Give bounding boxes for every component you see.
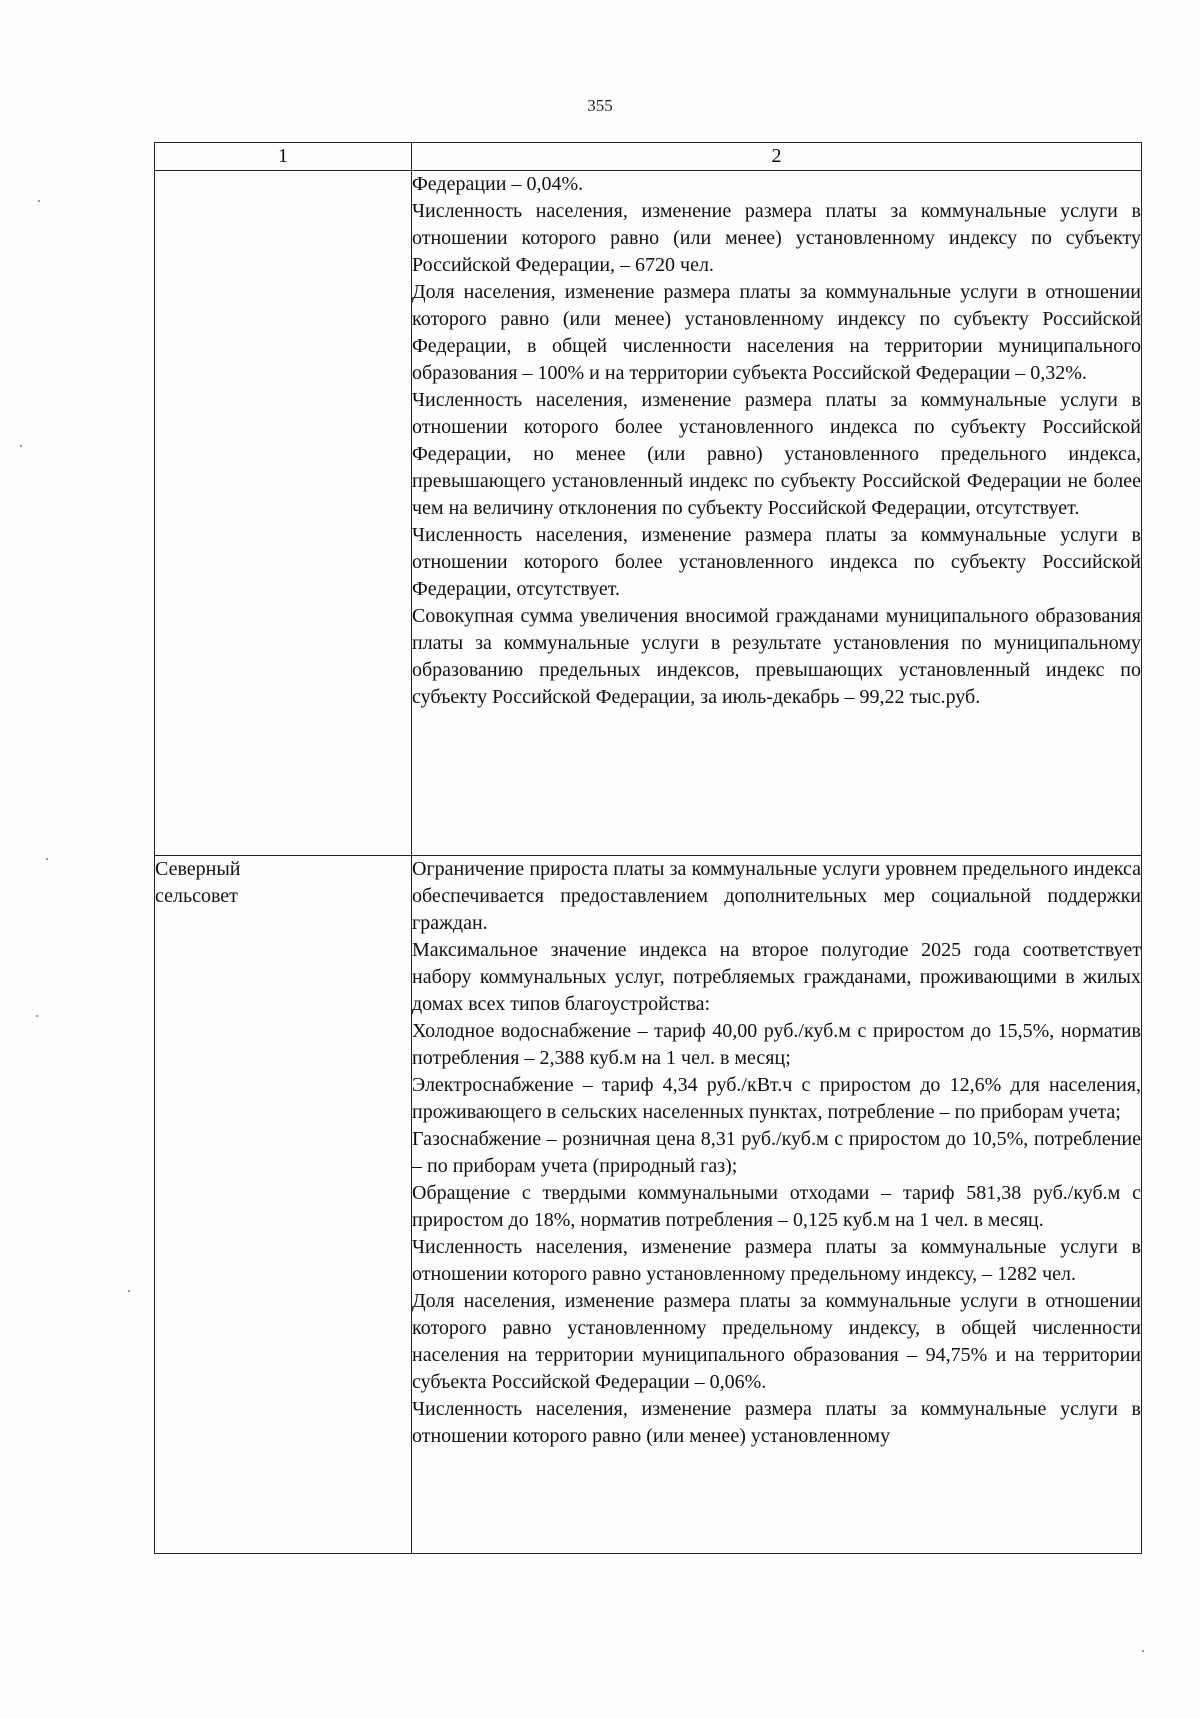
scan-speck: [128, 1290, 130, 1292]
paragraph: Электроснабжение – тариф 4,34 руб./кВт.ч с приростом до 12,6% для населения, проживающего в сельских населенных пунктах, потребление – по приборам учета;: [412, 1074, 1141, 1123]
paragraph: Совокупная сумма увеличения вносимой гражданами муниципального образования платы за коммунальные услуги в результате установления по муниципальному образованию предельных индексов, превышающих установленный индекс по субъекту Российской Федерации, за июль-декабрь – 99,22 тыс.руб.: [412, 605, 1141, 708]
paragraph: Численность населения, изменение размера платы за коммунальные услуги в отношении которого равно (или менее) установленному индексу по субъекту Российской Федерации, – 6720 чел.: [412, 200, 1141, 276]
row-2-col-1: [155, 856, 412, 1554]
row-1-col-1: [155, 171, 412, 856]
column-header-2: 2: [412, 143, 1142, 171]
row-2-col-2: [412, 856, 1142, 1554]
scan-speck: [1142, 1650, 1144, 1652]
scan-speck: [38, 200, 40, 202]
paragraph: Холодное водоснабжение – тариф 40,00 руб./куб.м с приростом до 15,5%, норматив потребления – 2,388 куб.м на 1 чел. в месяц;: [412, 1020, 1141, 1069]
paragraph: Численность населения, изменение размера платы за коммунальные услуги в отношении которого более установленного индекса по субъекту Российской Федерации, но менее (или равно) установленного предельного индекса, превышающего установленный индекс по субъекту Российской Федерации не более чем на величину отклонения по субъекту Российской Федерации, отсутствует.: [412, 389, 1141, 519]
paragraph: Численность населения, изменение размера платы за коммунальные услуги в отношении которого равно установленному предельному индексу, – 1282 чел.: [412, 1236, 1141, 1285]
paragraph: Максимальное значение индекса на второе полугодие 2025 года соответствует набору коммунальных услуг, потребляемых гражданами, проживающими в жилых домах всех типов благоустройства:: [412, 939, 1141, 1015]
data-table: [154, 142, 1142, 1554]
municipality-name-line-1: Северный: [155, 858, 241, 880]
paragraph: Доля населения, изменение размера платы за коммунальные услуги в отношении которого равно установленному предельному индексу, в общей численности населения на территории муниципального образования – 94,75% и на территории субъекта Российской Федерации – 0,06%.: [412, 1290, 1141, 1393]
scan-speck: [36, 1015, 38, 1017]
paragraph: Ограничение прироста платы за коммунальные услуги уровнем предельного индекса обеспечивается предоставлением дополнительных мер социальной поддержки граждан.: [412, 858, 1141, 934]
paragraph: Численность населения, изменение размера платы за коммунальные услуги в отношении которого более установленного индекса по субъекту Российской Федерации, отсутствует.: [412, 524, 1141, 600]
page-number: 355: [587, 96, 613, 115]
paragraph: Федерации – 0,04%.: [412, 173, 584, 195]
scan-speck: [20, 445, 22, 447]
paragraph: Газоснабжение – розничная цена 8,31 руб./куб.м с приростом до 10,5%, потребление – по приборам учета (природный газ);: [412, 1128, 1141, 1177]
paragraph: Доля населения, изменение размера платы за коммунальные услуги в отношении которого равно (или менее) установленному индексу по субъекту Российской Федерации, в общей численности населения на территории муниципального образования – 100% и на территории субъекта Российской Федерации – 0,32%.: [412, 281, 1141, 384]
table-row: [155, 856, 1142, 1554]
table-header-row: [155, 143, 1142, 171]
row-1-col-2: [412, 171, 1142, 856]
column-header-1: 1: [155, 143, 412, 171]
paragraph: Численность населения, изменение размера платы за коммунальные услуги в отношении которого равно (или менее) установленному: [412, 1398, 1141, 1447]
table-row: [155, 171, 1142, 856]
paragraph: Обращение с твердыми коммунальными отходами – тариф 581,38 руб./куб.м с приростом до 18%, норматив потребления – 0,125 куб.м на 1 чел. в месяц.: [412, 1182, 1141, 1231]
municipality-name-line-2: сельсовет: [155, 885, 238, 907]
scan-speck: [46, 858, 48, 860]
